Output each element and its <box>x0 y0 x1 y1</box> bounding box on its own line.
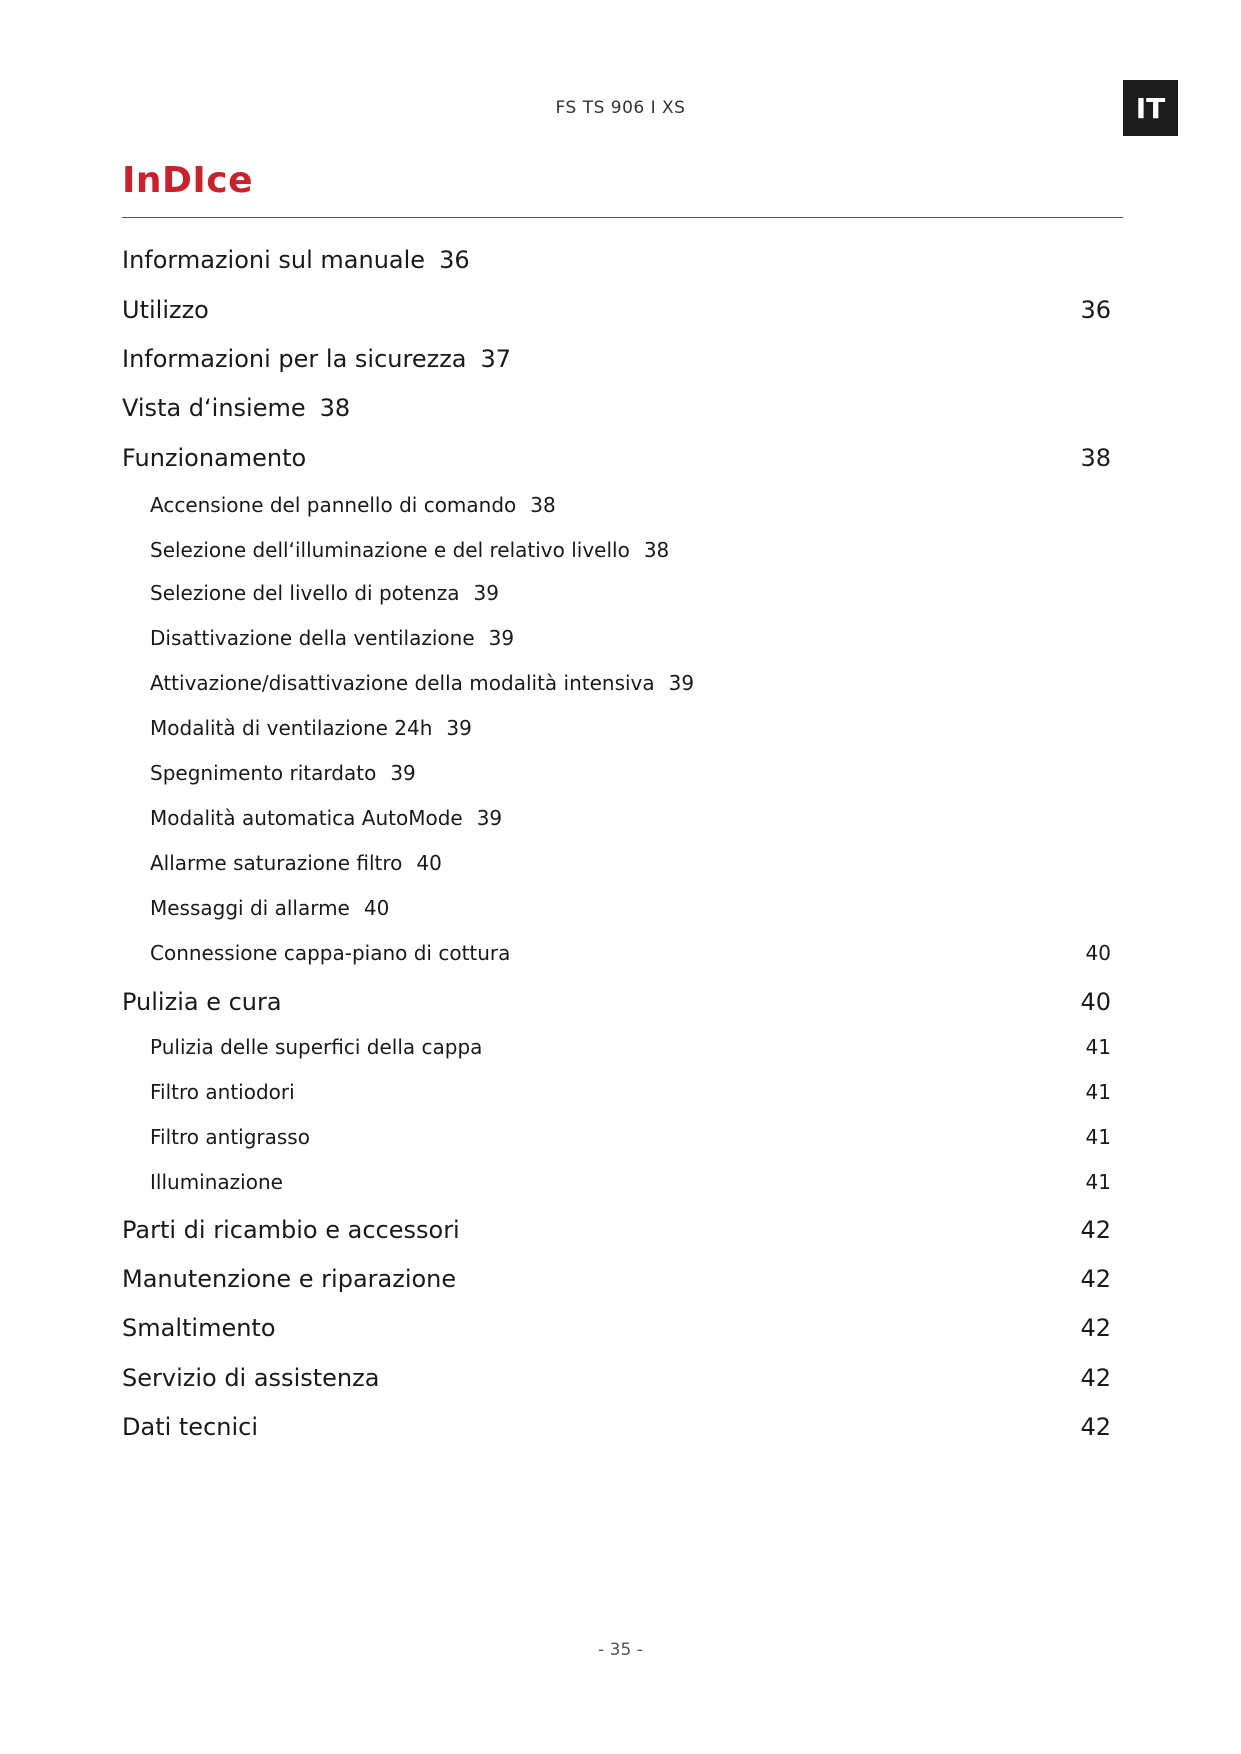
toc-entry-page: 41 <box>1085 1170 1111 1194</box>
toc-entry-label: Selezione del livello di potenza <box>150 581 460 605</box>
toc-subentry-automode[interactable] <box>150 806 502 830</box>
page-title: InDIce <box>122 160 254 201</box>
toc-entry-page: 40 <box>416 851 442 875</box>
toc-entry-page: 39 <box>473 581 499 605</box>
toc-entry-page: 41 <box>1085 1125 1111 1149</box>
toc-entry-page: 41 <box>1085 1035 1111 1059</box>
toc-entry-page: 36 <box>439 246 470 274</box>
toc-entry-page: 38 <box>530 493 556 517</box>
toc-entry-page: 38 <box>1080 444 1111 472</box>
toc-entry-label: Vista d‘insieme <box>122 394 306 422</box>
toc-subentry-modalita-intensiva[interactable] <box>150 671 694 695</box>
toc-subentry-connessione-cappa[interactable] <box>150 941 510 965</box>
page-number: - 35 - <box>598 1640 643 1660</box>
toc-entry-informazioni-manuale[interactable] <box>122 246 470 274</box>
toc-entry-page: 42 <box>1080 1314 1111 1342</box>
toc-entry-page: 40 <box>363 896 390 920</box>
toc-entry-label: Illuminazione <box>150 1170 283 1194</box>
toc-entry-informazioni-sicurezza[interactable] <box>122 345 511 373</box>
toc-entry-dati-tecnici[interactable] <box>122 1413 258 1441</box>
toc-entry-page: 39 <box>446 716 472 740</box>
toc-entry-smaltimento[interactable] <box>122 1314 276 1342</box>
toc-entry-page: 39 <box>488 626 515 650</box>
toc-entry-label: Manutenzione e riparazione <box>122 1265 457 1293</box>
toc-entry-label: Spegnimento ritardato <box>150 761 377 785</box>
toc-entry-page: 40 <box>1080 988 1111 1016</box>
toc-subentry-livello-potenza[interactable] <box>150 581 499 605</box>
toc-subentry-illuminazione[interactable] <box>150 1170 283 1194</box>
toc-entry-servizio-assistenza[interactable] <box>122 1364 379 1392</box>
toc-subentry-filtro-antigrasso[interactable] <box>150 1125 310 1149</box>
toc-entry-page: 42 <box>1080 1364 1111 1392</box>
toc-entry-funzionamento[interactable] <box>122 444 306 472</box>
toc-entry-label: Parti di ricambio e accessori <box>122 1216 460 1244</box>
toc-entry-label: Attivazione/disattivazione della modalità intensiva <box>150 671 655 695</box>
toc-entry-label: Informazioni sul manuale <box>122 246 426 274</box>
toc-subentry-ventilazione-24h[interactable] <box>150 716 472 740</box>
toc-entry-label: Dati tecnici <box>122 1413 259 1441</box>
toc-entry-page: 42 <box>1080 1413 1111 1441</box>
toc-entry-label: Smaltimento <box>122 1314 276 1342</box>
language-badge: IT <box>1123 80 1178 136</box>
toc-entry-label: Pulizia e cura <box>122 988 282 1016</box>
toc-subentry-filtro-antiodori[interactable] <box>150 1080 295 1104</box>
toc-entry-label: Pulizia delle superfici della cappa <box>150 1035 483 1059</box>
toc-entry-page: 40 <box>1085 941 1111 965</box>
toc-entry-pulizia-cura[interactable] <box>122 988 282 1016</box>
toc-entry-label: Modalità automatica AutoMode <box>150 806 463 830</box>
toc-entry-label: Selezione dell‘illuminazione e del relativo livello <box>150 538 630 562</box>
toc-entry-page: 36 <box>1080 296 1111 324</box>
toc-entry-page: 39 <box>476 806 503 830</box>
toc-entry-label: Modalità di ventilazione 24h <box>150 716 433 740</box>
toc-entry-vista-insieme[interactable] <box>122 394 350 422</box>
toc-entry-page: 39 <box>390 761 416 785</box>
toc-entry-page: 41 <box>1085 1080 1111 1104</box>
toc-subentry-illuminazione-livello[interactable] <box>150 538 669 562</box>
toc-subentry-disattivazione-ventilazione[interactable] <box>150 626 514 650</box>
toc-entry-label: Allarme saturazione filtro <box>150 851 403 875</box>
toc-entry-label: Disattivazione della ventilazione <box>150 626 475 650</box>
toc-subentry-spegnimento-ritardato[interactable] <box>150 761 416 785</box>
title-divider <box>122 217 1123 218</box>
toc-entry-label: Messaggi di allarme <box>150 896 350 920</box>
toc-entry-page: 38 <box>643 538 670 562</box>
toc-subentry-pulizia-superfici[interactable] <box>150 1035 482 1059</box>
toc-entry-page: 42 <box>1080 1265 1111 1293</box>
toc-entry-label: Utilizzo <box>122 296 209 324</box>
toc-subentry-allarme-filtro[interactable] <box>150 851 442 875</box>
toc-entry-label: Funzionamento <box>122 444 307 472</box>
toc-entry-label: Servizio di assistenza <box>122 1364 380 1392</box>
toc-entry-label: Filtro antigrasso <box>150 1125 310 1149</box>
toc-entry-label: Informazioni per la sicurezza <box>122 345 467 373</box>
toc-entry-page: 42 <box>1080 1216 1111 1244</box>
toc-entry-label: Connessione cappa-piano di cottura <box>150 941 511 965</box>
toc-entry-utilizzo[interactable] <box>122 296 209 324</box>
header-model: FS TS 906 I XS <box>555 98 686 118</box>
toc-subentry-messaggi-allarme[interactable] <box>150 896 389 920</box>
toc-entry-parti-ricambio[interactable] <box>122 1216 460 1244</box>
toc-subentry-accensione[interactable] <box>150 493 556 517</box>
toc-entry-label: Accensione del pannello di comando <box>150 493 517 517</box>
toc-entry-manutenzione[interactable] <box>122 1265 456 1293</box>
toc-entry-page: 38 <box>319 394 351 422</box>
toc-entry-page: 39 <box>668 671 695 695</box>
toc-entry-label: Filtro antiodori <box>150 1080 295 1104</box>
toc-entry-page: 37 <box>480 345 512 373</box>
